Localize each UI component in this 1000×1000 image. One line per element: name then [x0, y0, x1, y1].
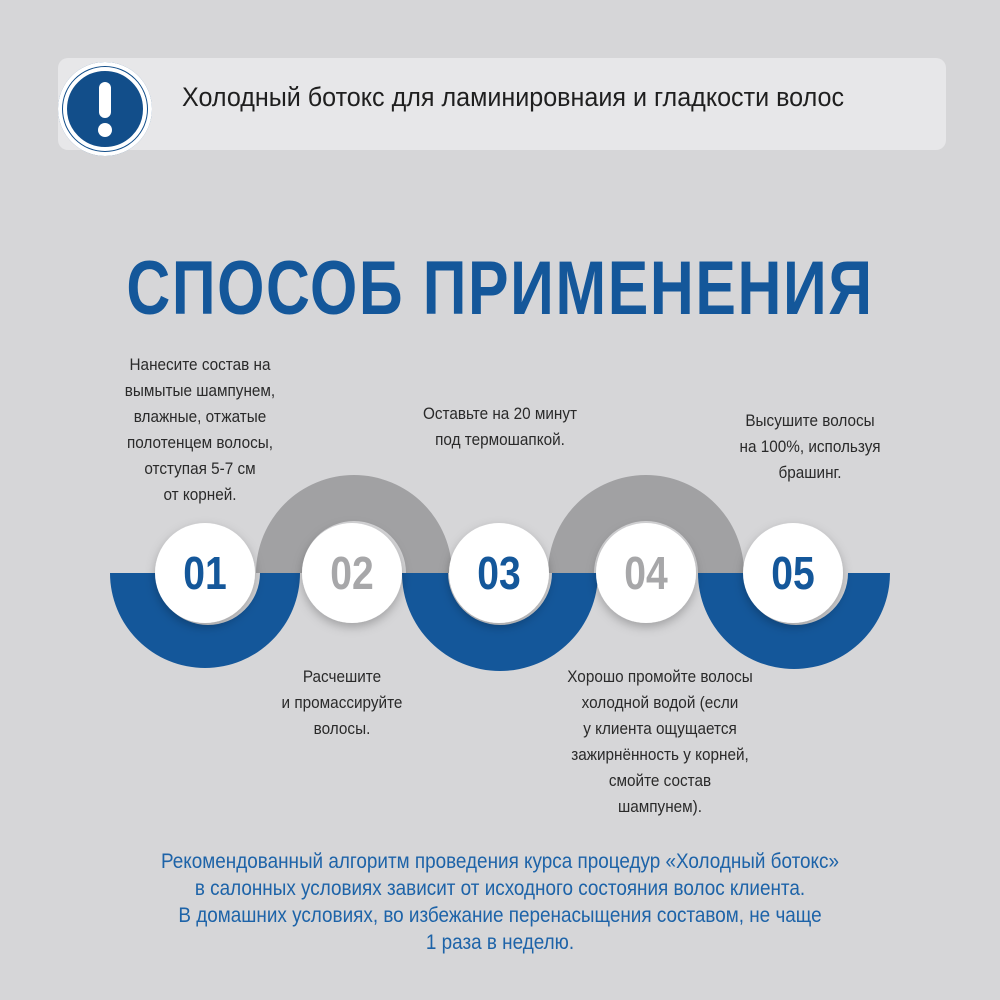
- banner-text: Холодный ботокс для ламинировнаия и гладкости волос: [182, 82, 845, 112]
- step-description-04: Хорошо промойте волосы холодной водой (если у клиента ощущается зажирнённость у корней, смойте состав шампунем).: [567, 667, 753, 816]
- step-number-01: 01: [183, 547, 227, 599]
- step-number-02: 02: [330, 547, 374, 599]
- step-number-05: 05: [771, 547, 815, 599]
- step-description-02: Расчешите и промассируйте волосы.: [281, 667, 403, 738]
- footer-note: Рекомендованный алгоритм проведения курса процедур «Холодный ботокс» в салонных условиях зависит от исходного состояния волос клиента. В домашних условиях, во избежание перенасыщения составом, не чаще 1 раза в неделю.: [160, 850, 840, 954]
- step-number-03: 03: [477, 547, 521, 599]
- step-description-01: Нанесите состав на вымытые шампунем, влажные, отжатые полотенцем волосы, отступая 5-7 см от корней.: [124, 355, 276, 504]
- page-title: СПОСОБ ПРИМЕНЕНИЯ: [126, 246, 874, 331]
- step-description-03: Оставьте на 20 минут под термошапкой.: [422, 404, 578, 449]
- step-description-05: Высушите волосы на 100%, используя брашинг.: [739, 411, 881, 482]
- step-number-04: 04: [624, 547, 668, 599]
